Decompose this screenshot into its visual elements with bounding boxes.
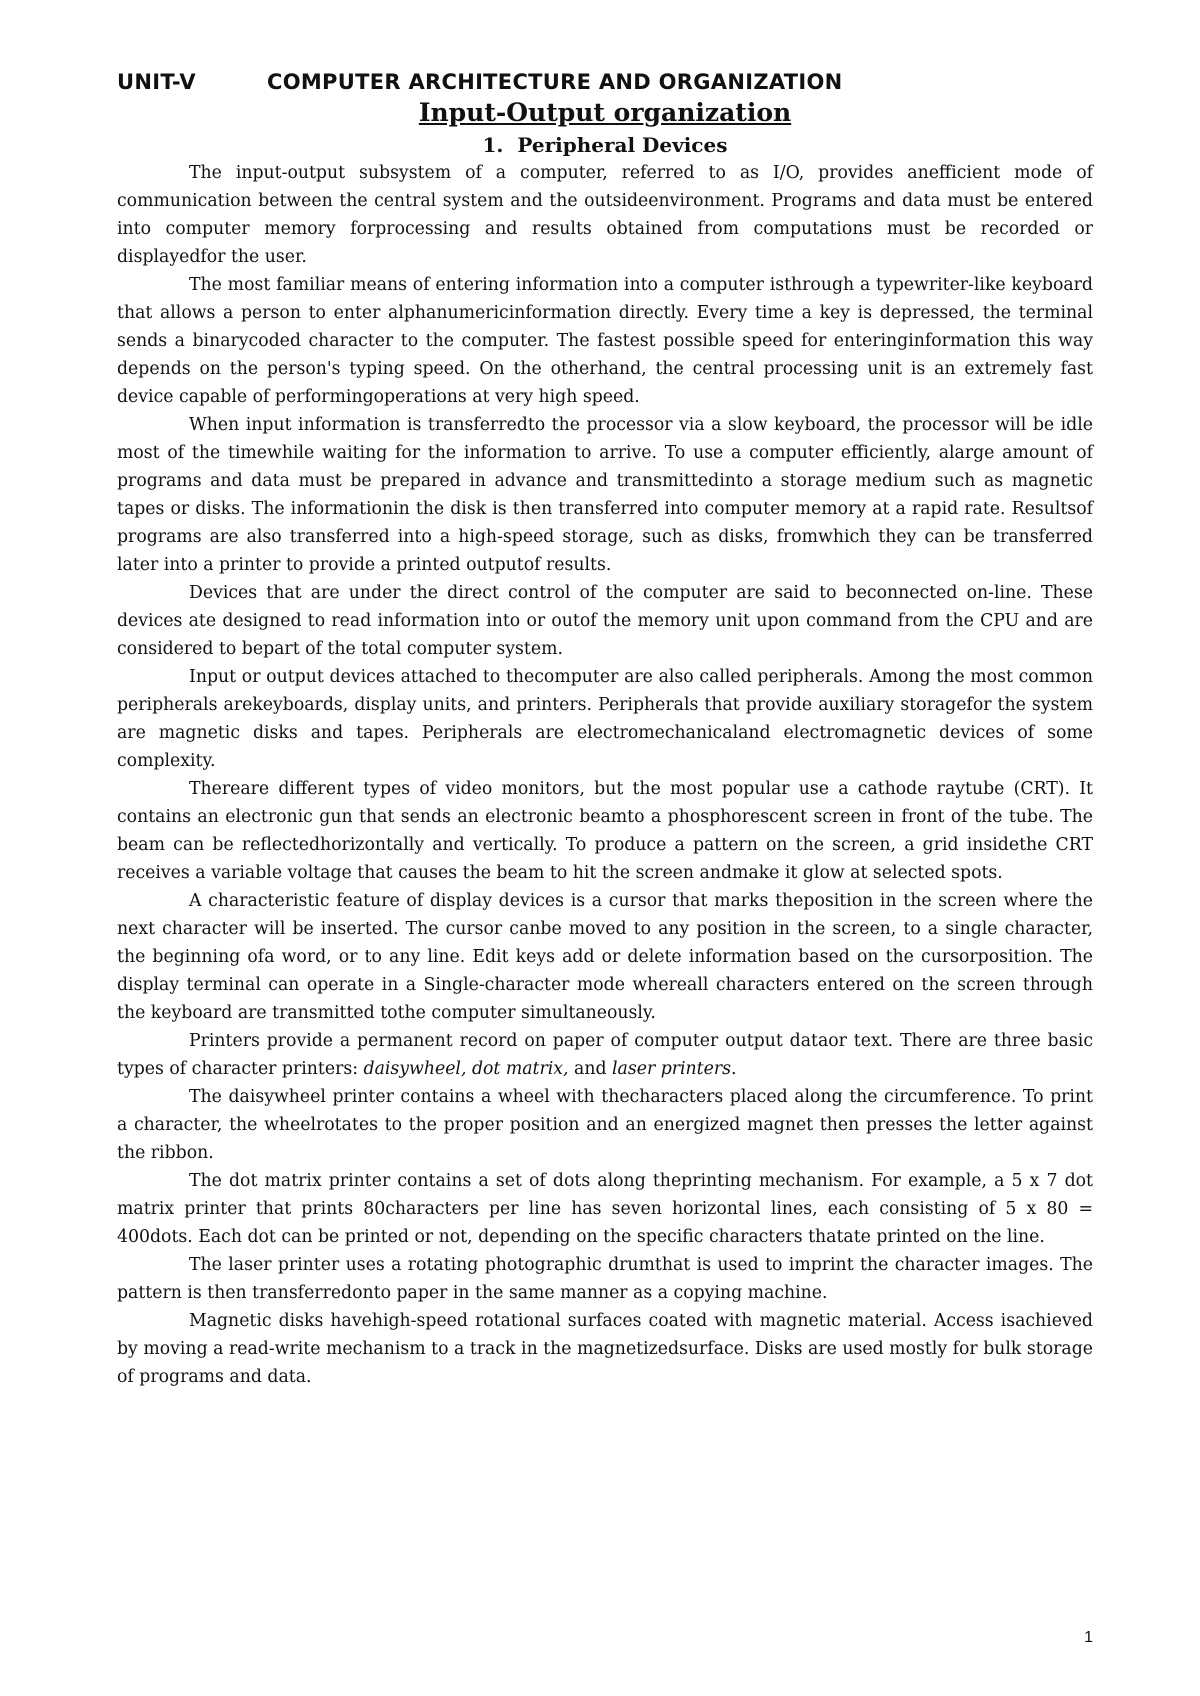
document-page (117, 70, 1093, 1391)
paragraph: Magnetic disks havehigh-speed rotational surfaces coated with magnetic material. Access isachieved by moving a read-write mechanism to a track in the magnetizedsurface. Disks are used mostly for bulk storage of programs and data. (117, 1311, 1093, 1387)
unit-label: UNIT-V (117, 70, 196, 94)
page-title: Input-Output organization (418, 98, 792, 127)
printer-type-dot-matrix: dot matrix, (471, 1059, 569, 1079)
printers-lead: Printers provide a permanent record on paper of computer output dataor text. There are three basic types of character printers: (117, 1031, 1093, 1079)
section-number: 1. (482, 133, 504, 157)
paragraph: The laser printer uses a rotating photographic drumthat is used to imprint the character images. The pattern is then transferredonto paper in the same manner as a copying machine. (117, 1255, 1093, 1303)
paragraph: A characteristic feature of display devices is a cursor that marks theposition in the screen where the next character will be inserted. The cursor canbe moved to any position in the screen, to a single character, the beginning ofa word, or to any line. Edit keys add or delete information based on the cursorposition. The display terminal can operate in a Single-character mode whereall characters entered on the screen through the keyboard are transmitted tothe computer simultaneously. (117, 891, 1093, 1023)
paragraph: Input or output devices attached to thecomputer are also called peripherals. Among the most common peripherals arekeyboards, display units, and printers. Peripherals that provide auxiliary storagefor the system are magnetic disks and tapes. Peripherals are electromechanicaland electromagnetic devices of some complexity. (117, 667, 1093, 771)
paragraph: Devices that are under the direct control of the computer are said to beconnected on-line. These devices ate designed to read information into or outof the memory unit upon command from the CPU and are considered to bepart of the total computer system. (117, 583, 1093, 659)
section-heading (117, 133, 1093, 157)
paragraph: When input information is transferredto the processor via a slow keyboard, the processor will be idle most of the timewhile waiting for the information to arrive. To use a computer efficiently, alarge amount of programs and data must be prepared in advance and transmittedinto a storage medium such as magnetic tapes or disks. The informationin the disk is then transferred into computer memory at a rapid rate. Resultsof programs are also transferred into a high-speed storage, such as disks, fromwhich they can be transferred later into a printer to provide a printed outputof results. (117, 415, 1093, 575)
page-number: 1 (1084, 1629, 1093, 1646)
paragraph: The most familiar means of entering information into a computer isthrough a typewriter-like keyboard that allows a person to enter alphanumericinformation directly. Every time a key is depressed, the terminal sends a binarycoded character to the computer. The fastest possible speed for enteringinformation this way depends on the person's typing speed. On the otherhand, the central processing unit is an extremely fast device capable of performingoperations at very high speed. (117, 275, 1093, 407)
paragraph: The input-output subsystem of a computer, referred to as I/O, provides anefficient mode of communication between the central system and the outsideenvironment. Programs and data must be entered into computer memory forprocessing and results obtained from computations must be recorded or displayedfor the user. (117, 163, 1093, 267)
paragraph: The daisywheel printer contains a wheel with thecharacters placed along the circumference. To print a character, the wheelrotates to the proper position and an energized magnet then presses the letter against the ribbon. (117, 1087, 1093, 1163)
printer-type-laser: laser printers (612, 1059, 731, 1079)
printers-end: . (730, 1059, 737, 1079)
unit-header (117, 70, 1093, 94)
subject-title: COMPUTER ARCHITECTURE AND ORGANIZATION (267, 70, 843, 94)
printers-paragraph (117, 1027, 1093, 1083)
paragraph: Thereare different types of video monitors, but the most popular use a cathode raytube (CRT). It contains an electronic gun that sends an electronic beamto a phosphorescent screen in front of the tube. The beam can be reflectedhorizontally and vertically. To produce a pattern on the screen, a grid insidethe CRT receives a variable voltage that causes the beam to hit the screen andmake it glow at selected spots. (117, 779, 1093, 883)
printers-separator: and (568, 1059, 613, 1079)
paragraph: The dot matrix printer contains a set of dots along theprinting mechanism. For example, a 5 x 7 dot matrix printer that prints 80characters per line has seven horizontal lines, each consisting of 5 x 80 = 400dots. Each dot can be printed or not, depending on the specific characters thatate printed on the line. (117, 1171, 1093, 1247)
printer-type-daisywheel: daisywheel, (363, 1059, 467, 1079)
section-heading-text: Peripheral Devices (517, 133, 728, 157)
